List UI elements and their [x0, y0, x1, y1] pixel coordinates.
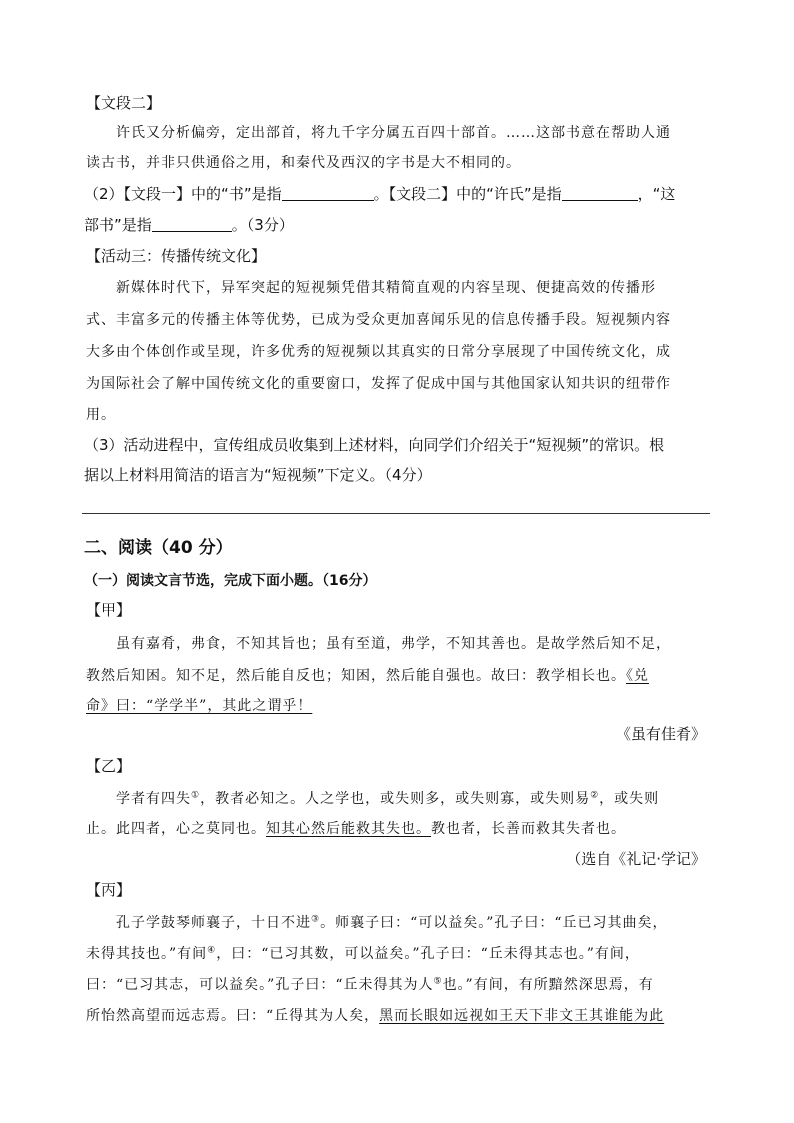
- underlined-sentence: 命》曰：“学学半”，其此之谓乎！: [86, 698, 313, 714]
- paragraph-line: 大多由个体创作或呈现，许多优秀的短视频以其真实的日常分享展现了中国传统文化，成: [86, 344, 671, 360]
- question-3-line2: 据以上材料用简洁的语言为“短视频”下定义。（4分）: [84, 466, 432, 484]
- section-label-activity3: 【活动三：传播传统文化】: [86, 247, 267, 265]
- footnote-mark: ②: [590, 790, 600, 801]
- paragraph-line: 为国际社会了解中国传统文化的重要窗口，发挥了促成中国与其他国家认知共识的纽带作: [86, 376, 671, 392]
- answer-blank[interactable]: [152, 217, 232, 232]
- paragraph-line: 新媒体时代下，异军突起的短视频凭借其精简直观的内容呈现、便捷高效的传播形: [116, 280, 656, 296]
- passage-label-jia: 【甲】: [86, 601, 132, 619]
- paragraph-line: 许氏又分析偏旁，定出部首，将九千字分属五百四十部首。……这部书意在帮助人通: [116, 125, 671, 141]
- footnote-mark: ①: [191, 790, 201, 801]
- section-label-wenduan2: 【文段二】: [86, 94, 162, 112]
- paragraph-line: 所怡然高望而远志焉。曰：“丘得其为人矣，黑而长眼如远视如王天下非文王其谁能为此: [86, 1008, 665, 1024]
- paragraph-line: 式、丰富多元的传播主体等优势，已成为受众更加喜闻乐见的信息传播手段。短视频内容: [86, 312, 671, 328]
- answer-blank[interactable]: [562, 186, 638, 201]
- underlined-sentence: 黑而长眼如远视如王天下非文王其谁能为此: [379, 1008, 665, 1024]
- source-citation: 《虽有佳肴》: [615, 725, 706, 743]
- footnote-mark: ⑤: [433, 976, 443, 987]
- paragraph-line: 曰：“已习其志，可以益矣。”孔子曰：“丘未得其为人⑤也。”有间，有所黯然深思焉，有: [86, 976, 654, 993]
- footnote-mark: ③: [311, 914, 321, 925]
- section-subtitle: （一）阅读文言节选，完成下面小题。（16分）: [84, 573, 377, 589]
- question-3-line1: （3）活动进程中，宣传组成员收集到上述材料，向同学们介绍关于“短视频”的常识。根: [84, 436, 665, 454]
- paragraph-line: 未得其技也。”有间④，曰：“已习其数，可以益矣。”孔子曰：“丘未得其志也。”有间，: [86, 945, 640, 962]
- paragraph-line: 读古书，并非只供通俗之用，和秦代及西汉的字书是大不相同的。: [86, 155, 521, 171]
- section-title: 二、阅读（40 分）: [84, 538, 233, 558]
- answer-blank[interactable]: [282, 186, 374, 201]
- passage-label-bing: 【丙】: [86, 881, 132, 899]
- footnote-mark: ④: [207, 945, 217, 956]
- paragraph-line: 虽有嘉肴，弗食，不知其旨也；虽有至道，弗学，不知其善也。是故学然后知不足，: [116, 636, 671, 652]
- paragraph-line: 用。: [86, 407, 116, 423]
- question-2-line2: 部书”是指 。（3分）: [84, 216, 294, 234]
- passage-label-yi: 【乙】: [86, 757, 132, 775]
- source-citation: （选自《礼记·学记》: [566, 850, 706, 868]
- section-divider: [82, 513, 710, 514]
- paragraph-line: 止。此四者，心之莫同也。知其心然后能救其失也。教也者，长善而救其失者也。: [86, 821, 626, 837]
- paragraph-line: 教然后知困。知不足，然后能自反也；知困，然后能自强也。故曰：教学相长也。《兑: [86, 668, 649, 684]
- paragraph-line: 学者有四失①，教者必知之。人之学也，或失则多，或失则寡，或失则易②，或失则: [116, 790, 660, 807]
- question-2-line1: （2）【文段一】中的“书”是指 。【文段二】中的“许氏”是指 ，“这: [84, 185, 676, 203]
- paragraph-line: 孔子学鼓琴师襄子，十日不进③。师襄子曰：“可以益矣。”孔子曰：“丘已习其曲矣，: [116, 914, 668, 931]
- underlined-sentence: 知其心然后能救其失也。: [266, 821, 431, 837]
